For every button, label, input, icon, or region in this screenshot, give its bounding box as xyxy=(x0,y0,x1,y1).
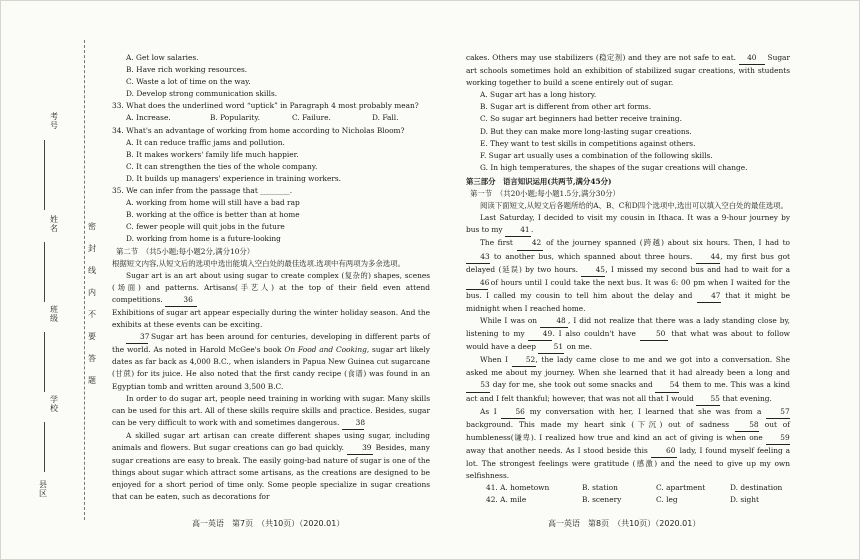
question-35: 35. We can infer from the passage that ________. xyxy=(112,186,293,196)
text-run: away that another needs. As I stood beside this xyxy=(466,445,651,455)
q33-option: B. Popularity. xyxy=(210,113,260,123)
q41-option: 41. A. hometown xyxy=(486,483,550,493)
text-run: background. This made my heart sink (下沉) out of sadness xyxy=(466,419,735,429)
q34-option: D. It builds up managers' experience in training workers. xyxy=(126,173,342,183)
text-run: lady, I found myself feeling a lot. The strongest feelings were gratitude (感激) and the need to give up my own selfishness. xyxy=(466,445,790,481)
passage-paragraph-1 xyxy=(112,270,430,331)
q35-option: D. working from home is a future-looking xyxy=(126,234,281,244)
text-run: . xyxy=(530,225,534,235)
text-run: Last Saturday, I decided to visit my cousin in Ithaca. It was a 9-hour journey by bus to my xyxy=(466,213,790,235)
text-run: that what was about to follow would have a deep xyxy=(466,329,790,352)
section-2-title: 第二节 （共5小题;每小题2分,满分10分） xyxy=(116,246,255,256)
q35-option: B. working at the office is better than at home xyxy=(126,210,300,220)
blank-50[interactable]: 50 xyxy=(640,328,668,341)
text-run: In order to do sugar art, people need training in working with sugar. Many skills can be used for this art. All of these skills require skills and practice. Besides, sugar can be very difficult to work with and sometimes dangerous. xyxy=(112,393,430,427)
blank-46[interactable]: 46 xyxy=(466,277,488,290)
cloze-paragraph-5 xyxy=(466,406,790,483)
blank-55[interactable]: 55 xyxy=(696,393,720,406)
text-run: cakes. Others may use stabilizers (稳定剂) and they are not safe to eat. xyxy=(466,53,739,62)
blank-52[interactable]: 52 xyxy=(512,354,536,367)
cloze-paragraph-1 xyxy=(466,212,790,237)
section-1-instructions: 阅读下面短文,从短文后各题所给的A、B、C和D四个选项中,选出可以填入空白处的最佳选项。 xyxy=(480,201,788,211)
seven-choice-option: B. Sugar art is different from other art forms. xyxy=(480,102,652,112)
right-column xyxy=(466,52,790,506)
text-run: Sugar art has been around for centuries, developing in different parts of the world. As noted in Harold McGee's book xyxy=(112,332,430,355)
blank-40[interactable]: 40 xyxy=(739,52,765,65)
q35-option: C. fewer people will quit jobs in the future xyxy=(126,222,285,232)
left-footer: 高一英语 第7页 （共10页）（2020.01） xyxy=(192,519,345,528)
text-run: . I also couldn't have xyxy=(552,329,640,339)
blank-58[interactable]: 58 xyxy=(735,419,759,432)
seal-char: 题 xyxy=(88,376,96,385)
text-run: to another bus, which spanned about three hours. xyxy=(490,251,697,261)
passage-paragraph-3 xyxy=(112,393,430,430)
school-line xyxy=(44,422,45,472)
right-footer: 高一英语 第8页 （共10页）（2020.01） xyxy=(548,519,701,528)
part-3-title: 第三部分 语言知识运用(共两节,满分45分) xyxy=(466,176,612,186)
q41-option: D. destination xyxy=(730,483,783,493)
question-34: 34. What's an advantage of working from home according to Nicholas Bloom? xyxy=(112,125,405,135)
cloze-paragraph-4 xyxy=(466,354,790,405)
q34-option: B. It makes workers' family life much happier. xyxy=(126,149,299,159)
name-line xyxy=(44,242,45,302)
blank-60[interactable]: 60 xyxy=(651,445,677,458)
blank-59[interactable]: 59 xyxy=(766,432,790,445)
q42-option: 42. A. mile xyxy=(486,495,527,505)
text-run: day for me, she took out some snacks and xyxy=(490,380,656,390)
q32-option: D. Develop strong communication skills. xyxy=(126,89,278,99)
q33-option: A. Increase. xyxy=(126,113,171,123)
passage-paragraph-4 xyxy=(112,430,430,504)
text-run: The first xyxy=(480,238,517,248)
text-run: A skilled sugar art artisan can create different shapes using sugar, including animals and flowers. But sugar creations can go bad quickly. xyxy=(112,430,430,452)
seven-choice-option: G. In high temperatures, the shapes of the sugar creations will change. xyxy=(480,162,748,172)
blank-53[interactable]: 53 xyxy=(466,379,490,392)
blank-42[interactable]: 42 xyxy=(517,237,543,250)
seal-char: 答 xyxy=(88,354,96,363)
label-name: 姓名 xyxy=(50,215,58,233)
text-run: out of humbleness(谦卑). I realized how true and kind an act of giving is when one xyxy=(466,419,790,442)
seal-char: 线 xyxy=(88,266,96,275)
blank-51[interactable]: 51 xyxy=(538,341,564,354)
seven-choice-option: C. So sugar art beginners had better receive training. xyxy=(480,114,683,124)
text-run: them to me. This was a kind act and I felt thankful; however, that was not all that I would xyxy=(466,380,790,403)
blank-43[interactable]: 43 xyxy=(466,251,490,264)
blank-48[interactable]: 48 xyxy=(540,315,568,328)
question-33: 33. What does the underlined word “uptick” in Paragraph 4 most probably mean? xyxy=(112,101,419,111)
blank-56[interactable]: 56 xyxy=(501,406,525,419)
q42-option: D. sight xyxy=(730,495,759,505)
passage-paragraph-2 xyxy=(112,331,430,392)
q41-option: C. apartment xyxy=(656,483,706,493)
text-run: Sugar art schools sometimes hold an exhibition of stabilized sugar creations, with students working together to build a scene entirely out of sugar. xyxy=(466,53,790,88)
exam-number-line xyxy=(44,140,45,210)
blank-49[interactable]: 49 xyxy=(528,328,552,341)
text-run: Sugar art is an art about using sugar to create complex (复杂的) shapes, scenes (场面) and patterns. Artisans(手艺人) at the top of their field even attend competitions. xyxy=(112,270,430,304)
seven-choice-option: D. But they can make more long-lasting sugar creations. xyxy=(480,126,692,136)
text-run: of hours until I could take the next bus. It was 6: 00 pm when I waited for the bus. I called my cousin to tell him about the delay and xyxy=(466,277,790,300)
q34-option: A. It can reduce traffic jams and pollution. xyxy=(126,137,285,147)
q41-options xyxy=(466,482,790,494)
seal-dashed-line xyxy=(84,40,85,520)
left-column xyxy=(112,52,430,503)
blank-38[interactable]: 38 xyxy=(342,417,364,430)
blank-45[interactable]: 45 xyxy=(581,264,605,277)
q32-option: C. Waste a lot of time on the way. xyxy=(126,77,251,87)
blank-54[interactable]: 54 xyxy=(655,379,679,392)
blank-47[interactable]: 47 xyxy=(697,290,721,303)
text-run: As I xyxy=(480,406,502,416)
q35-option: A. working from home will still have a bad rap xyxy=(126,198,300,208)
text-run: of the journey spanned (跨越) about six hours. Then, I had to xyxy=(542,238,790,248)
text-run: When I xyxy=(480,355,512,365)
cloze-paragraph-3 xyxy=(466,315,790,354)
q33-options xyxy=(112,112,430,124)
label-school: 学校 xyxy=(50,395,58,413)
text-run: , my first bus got delayed (延误) by two hours. xyxy=(466,251,791,274)
q42-option: B. scenery xyxy=(582,495,622,505)
seal-char: 要 xyxy=(88,332,96,341)
label-district: 县区 xyxy=(39,480,47,498)
blank-36[interactable]: 36 xyxy=(165,294,197,307)
blank-37[interactable]: 37 xyxy=(126,331,148,344)
passage-continuation xyxy=(466,52,790,89)
seven-choice-option: A. Sugar art has a long history. xyxy=(480,90,597,100)
q34-option: C. It can strengthen the ties of the whole company. xyxy=(126,161,318,171)
q33-option: D. Fall. xyxy=(372,113,399,123)
text-run: on me. xyxy=(564,342,592,352)
blank-41[interactable]: 41 xyxy=(505,224,531,237)
blank-39[interactable]: 39 xyxy=(347,442,373,455)
q33-option: C. Failure. xyxy=(292,113,331,123)
cloze-paragraph-2 xyxy=(466,237,790,315)
text-run: that evening. xyxy=(720,393,772,403)
q42-options xyxy=(466,494,790,506)
seal-char: 不 xyxy=(88,310,96,319)
text-run: , sugar art likely dates as far back as 4,000 B.C., when islanders in Papua New Guinea cut sugarcane (甘蔗) for its juice. He also noted that the first candy recipe (食谱) was found in an Egyptian tomb and written around 3,500 B.C. xyxy=(112,345,430,391)
label-class: 班级 xyxy=(50,305,58,323)
text-run: Exhibitions of sugar art appear especially during the winter holiday season. And the exhibits at these events can be exciting. xyxy=(112,307,430,330)
class-line xyxy=(44,332,45,392)
section-1-title: 第一节 （共20小题;每小题1.5分,满分30分） xyxy=(470,189,620,199)
seal-char: 密 xyxy=(88,222,96,231)
binding-margin xyxy=(0,0,104,560)
blank-57[interactable]: 57 xyxy=(766,406,790,419)
text-run: , I did not realize that there was a lady standing close by, listening to my xyxy=(466,315,790,339)
book-title: On Food and Cooking xyxy=(284,345,367,355)
text-run: , I missed my second bus and had to wait for a xyxy=(605,264,790,274)
seal-char: 内 xyxy=(88,288,96,297)
q32-option: B. Have rich working resources. xyxy=(126,65,248,75)
text-run: that it might be midnight when I reached home. xyxy=(466,290,791,313)
seven-choice-option: F. Sugar art usually uses a combination of the following skills. xyxy=(480,150,713,160)
q42-option: C. leg xyxy=(656,495,678,505)
label-exam-number: 考号 xyxy=(50,112,58,130)
blank-44[interactable]: 44 xyxy=(696,251,720,264)
text-run: , the lady came close to me and we got into a conversation. She asked me about my journey. When she learned that it had already been a long and xyxy=(466,355,791,378)
q32-option: A. Get low salaries. xyxy=(126,53,199,62)
section-2-instructions: 根据短文内容,从短文后的选项中选出能填入空白处的最佳选项.选项中有两项为多余选项。 xyxy=(112,258,405,268)
text-run: my conversation with her, I learned that she was from a xyxy=(525,406,766,416)
seven-choice-option: E. They want to test skills in competitions against others. xyxy=(480,138,696,148)
q41-option: B. station xyxy=(582,483,618,493)
text-run: Besides, many sugar creations are easy to break. The easily going-bad nature of sugar is one of the things about sugar which attract some artisans, as the creations are designed to be enjoyed for a short period of time only. Some people specialize in sugar creations that can be eaten, such as decorations for xyxy=(112,443,430,502)
seal-char: 封 xyxy=(88,244,96,253)
text-run: While I was on xyxy=(480,315,541,325)
